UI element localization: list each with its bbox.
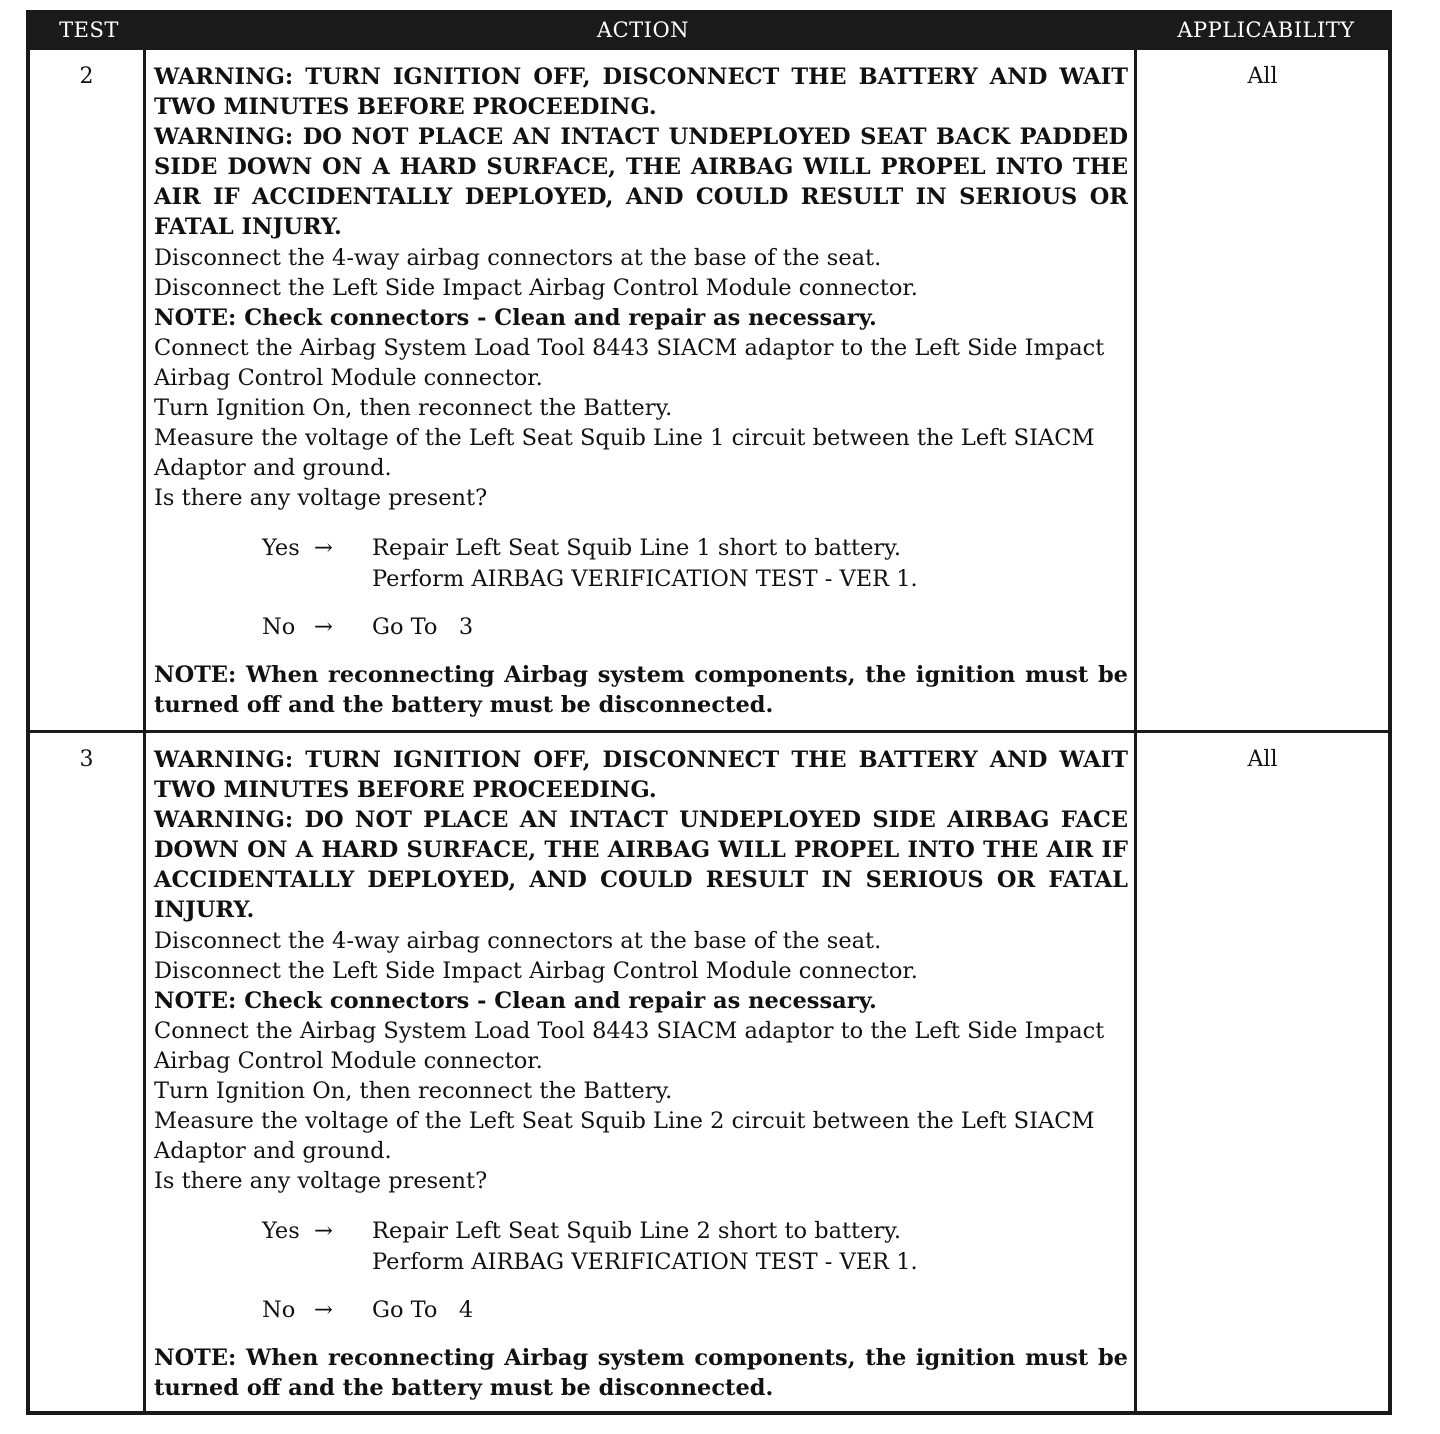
step-ignition-on: Turn Ignition On, then reconnect the Battery. bbox=[154, 1078, 673, 1105]
answer-yes bbox=[154, 533, 1128, 593]
answer-yes bbox=[154, 1216, 1128, 1276]
applicability-value: All bbox=[1134, 733, 1388, 1411]
no-label: No bbox=[262, 613, 296, 640]
test-number: 3 bbox=[30, 733, 146, 1411]
warning-airbag: WARNING: DO NOT PLACE AN INTACT UNDEPLOYED SEAT BACK PADDED SIDE DOWN ON A HARD SURFACE, THE AIRBAG WILL PROPEL INTO THE AIR IF ACCIDENTALLY DEPLOYED, AND COULD RESULT IN SERIOUS OR FATAL INJURY. bbox=[154, 124, 1128, 241]
yes-action-line: Perform AIRBAG VERIFICATION TEST - VER 1. bbox=[372, 1248, 918, 1275]
yes-action-line: Repair Left Seat Squib Line 1 short to battery. bbox=[372, 535, 902, 562]
applicability-value: All bbox=[1134, 50, 1388, 730]
table-header bbox=[26, 10, 1392, 50]
header-applicability: APPLICABILITY bbox=[1177, 18, 1355, 42]
step-disconnect-module: Disconnect the Left Side Impact Airbag Control Module connector. bbox=[154, 274, 918, 301]
arrow-icon: → bbox=[314, 613, 333, 640]
question: Is there any voltage present? bbox=[154, 1168, 488, 1195]
question: Is there any voltage present? bbox=[154, 485, 488, 512]
table-row bbox=[30, 50, 1388, 733]
action-cell bbox=[146, 733, 1134, 1411]
yes-action bbox=[372, 1216, 1128, 1276]
answer-no bbox=[154, 1295, 1128, 1325]
step-measure: Measure the voltage of the Left Seat Squib Line 1 circuit between the Left SIACM Adaptor and ground. bbox=[154, 425, 1095, 482]
step-ignition-on: Turn Ignition On, then reconnect the Battery. bbox=[154, 395, 673, 422]
yes-label: Yes bbox=[262, 535, 300, 562]
no-action: Go To 3 bbox=[372, 613, 474, 640]
step-disconnect-seat: Disconnect the 4-way airbag connectors at the base of the seat. bbox=[154, 927, 882, 954]
step-connect-tool: Connect the Airbag System Load Tool 8443 SIACM adaptor to the Left Side Impact Airbag Control Module connector. bbox=[154, 334, 1105, 391]
warning-airbag: WARNING: DO NOT PLACE AN INTACT UNDEPLOYED SIDE AIRBAG FACE DOWN ON A HARD SURFACE, THE AIRBAG WILL PROPEL INTO THE AIR IF ACCIDENTALLY DEPLOYED, AND COULD RESULT IN SERIOUS OR FATAL INJURY. bbox=[154, 807, 1128, 924]
yes-action-line: Repair Left Seat Squib Line 2 short to battery. bbox=[372, 1218, 902, 1245]
yes-action-line: Perform AIRBAG VERIFICATION TEST - VER 1. bbox=[372, 565, 918, 592]
header-action: ACTION bbox=[596, 18, 690, 42]
arrow-icon: → bbox=[314, 535, 333, 562]
arrow-icon: → bbox=[314, 1218, 333, 1245]
note-check-connectors: NOTE: Check connectors - Clean and repair as necessary. bbox=[154, 987, 877, 1014]
answer-no bbox=[154, 612, 1128, 642]
no-label: No bbox=[262, 1296, 296, 1323]
test-number: 2 bbox=[30, 50, 146, 730]
yes-label: Yes bbox=[262, 1218, 300, 1245]
arrow-icon: → bbox=[314, 1296, 333, 1323]
step-measure: Measure the voltage of the Left Seat Squib Line 2 circuit between the Left SIACM Adaptor and ground. bbox=[154, 1108, 1095, 1165]
note-reconnecting: NOTE: When reconnecting Airbag system components, the ignition must be turned off and the battery must be disconnected. bbox=[154, 1344, 1128, 1401]
warning-ignition: WARNING: TURN IGNITION OFF, DISCONNECT THE BATTERY AND WAIT TWO MINUTES BEFORE PROCEEDING. bbox=[154, 747, 1128, 804]
action-cell bbox=[146, 50, 1134, 730]
table-row bbox=[30, 733, 1388, 1411]
table-body bbox=[26, 50, 1392, 1415]
diagnostic-table bbox=[26, 10, 1392, 1415]
note-check-connectors: NOTE: Check connectors - Clean and repair as necessary. bbox=[154, 304, 877, 331]
header-test: TEST bbox=[59, 18, 119, 42]
yes-action bbox=[372, 533, 1128, 593]
note-reconnecting: NOTE: When reconnecting Airbag system components, the ignition must be turned off and the battery must be disconnected. bbox=[154, 661, 1128, 718]
step-connect-tool: Connect the Airbag System Load Tool 8443 SIACM adaptor to the Left Side Impact Airbag Control Module connector. bbox=[154, 1017, 1105, 1074]
step-disconnect-module: Disconnect the Left Side Impact Airbag Control Module connector. bbox=[154, 957, 918, 984]
warning-ignition: WARNING: TURN IGNITION OFF, DISCONNECT THE BATTERY AND WAIT TWO MINUTES BEFORE PROCEEDING. bbox=[154, 64, 1128, 121]
step-disconnect-seat: Disconnect the 4-way airbag connectors at the base of the seat. bbox=[154, 244, 882, 271]
no-action: Go To 4 bbox=[372, 1296, 474, 1323]
